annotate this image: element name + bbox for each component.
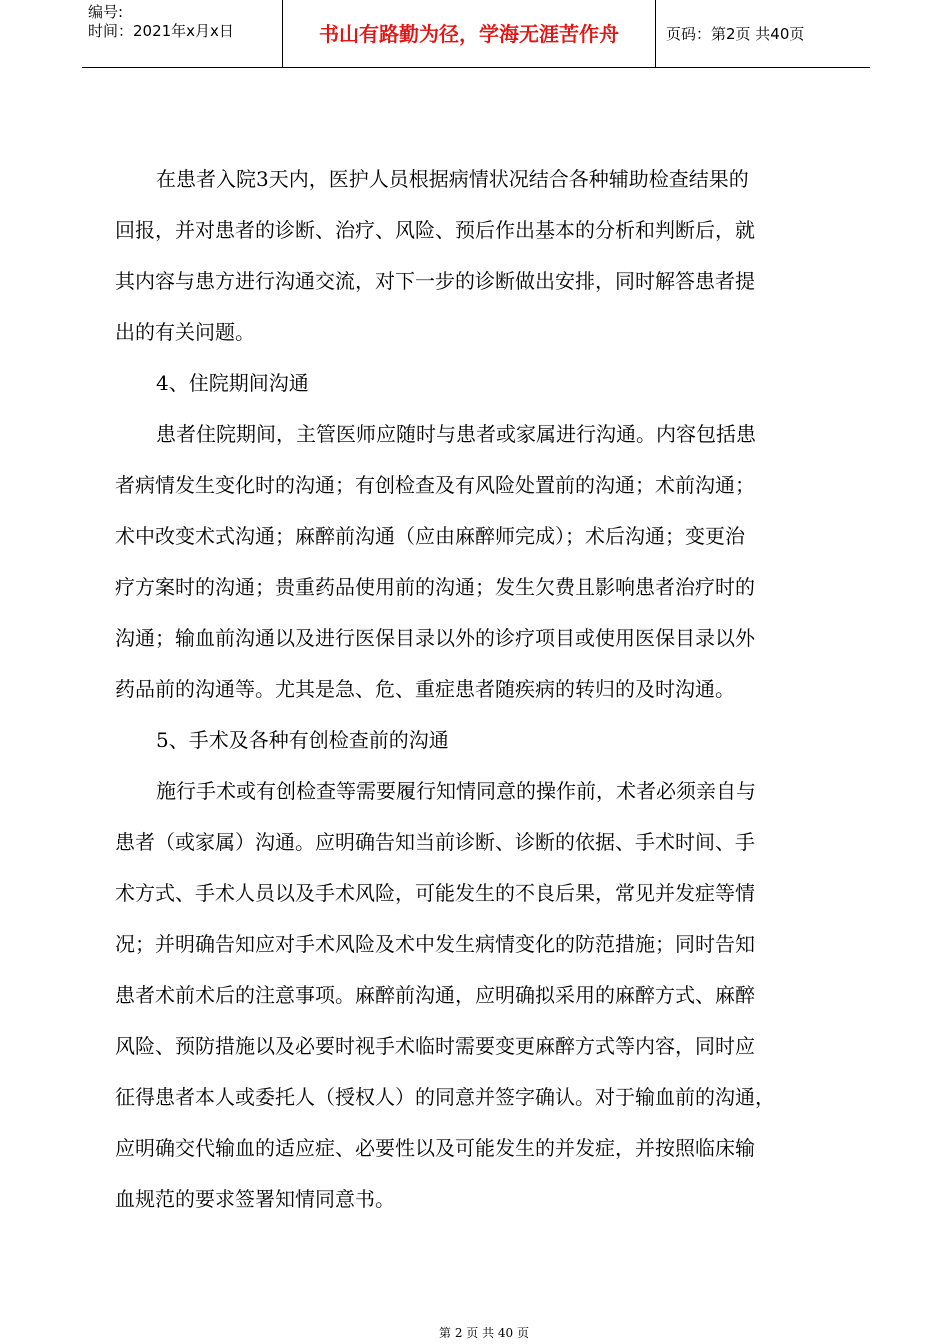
text-line: 风险、预防措施以及必要时视手术临时需要变更麻醉方式等内容，同时应 xyxy=(115,1034,755,1058)
page-header xyxy=(82,0,870,68)
text-line: 血规范的要求签署知情同意书。 xyxy=(115,1187,395,1211)
text-line: 出的有关问题。 xyxy=(115,320,255,344)
page-footer: 第 2 页 共 40 页 xyxy=(439,1326,529,1340)
text-line: 疗方案时的沟通；贵重药品使用前的沟通；发生欠费且影响患者治疗时的 xyxy=(115,575,755,599)
section-heading: 5、手术及各种有创检查前的沟通 xyxy=(156,728,449,752)
text-line: 术中改变术式沟通；麻醉前沟通（应由麻醉师完成）；术后沟通；变更治 xyxy=(115,524,745,548)
text-line: 回报，并对患者的诊断、治疗、风险、预后作出基本的分析和判断后，就 xyxy=(115,218,755,242)
document-time: 时间：2021年x月x日 xyxy=(88,22,234,40)
text-line: 沟通；输血前沟通以及进行医保目录以外的诊疗项目或使用医保目录以外 xyxy=(115,626,755,650)
text-line: 应明确交代输血的适应症、必要性以及可能发生的并发症，并按照临床输 xyxy=(115,1136,755,1160)
header-meta xyxy=(82,0,282,68)
text-line: 患者（或家属）沟通。应明确告知当前诊断、诊断的依据、手术时间、手 xyxy=(115,830,755,854)
text-line: 患者术前术后的注意事项。麻醉前沟通，应明确拟采用的麻醉方式、麻醉 xyxy=(115,983,755,1007)
text-line: 其内容与患方进行沟通交流，对下一步的诊断做出安排，同时解答患者提 xyxy=(115,269,755,293)
text-line: 施行手术或有创检查等需要履行知情同意的操作前，术者必须亲自与 xyxy=(156,779,756,803)
header-motto: 书山有路勤为径，学海无涯苦作舟 xyxy=(282,0,656,68)
text-line: 征得患者本人或委托人（授权人）的同意并签字确认。对于输血前的沟通， xyxy=(115,1085,775,1109)
document-number-label: 编号: xyxy=(88,3,124,21)
text-line: 药品前的沟通等。尤其是急、危、重症患者随疾病的转归的及时沟通。 xyxy=(115,677,735,701)
text-line: 者病情发生变化时的沟通；有创检查及有风险处置前的沟通；术前沟通； xyxy=(115,473,755,497)
text-line: 在患者入院3天内，医护人员根据病情状况结合各种辅助检查结果的 xyxy=(156,167,749,191)
text-line: 术方式、手术人员以及手术风险，可能发生的不良后果，常见并发症等情 xyxy=(115,881,755,905)
document-body xyxy=(115,154,835,1225)
section-heading: 4、住院期间沟通 xyxy=(156,371,309,395)
text-line: 况；并明确告知应对手术风险及术中发生病情变化的防范措施；同时告知 xyxy=(115,932,755,956)
header-page-info: 页码：第2页 共40页 xyxy=(666,25,805,43)
text-line: 患者住院期间，主管医师应随时与患者或家属进行沟通。内容包括患 xyxy=(156,422,756,446)
